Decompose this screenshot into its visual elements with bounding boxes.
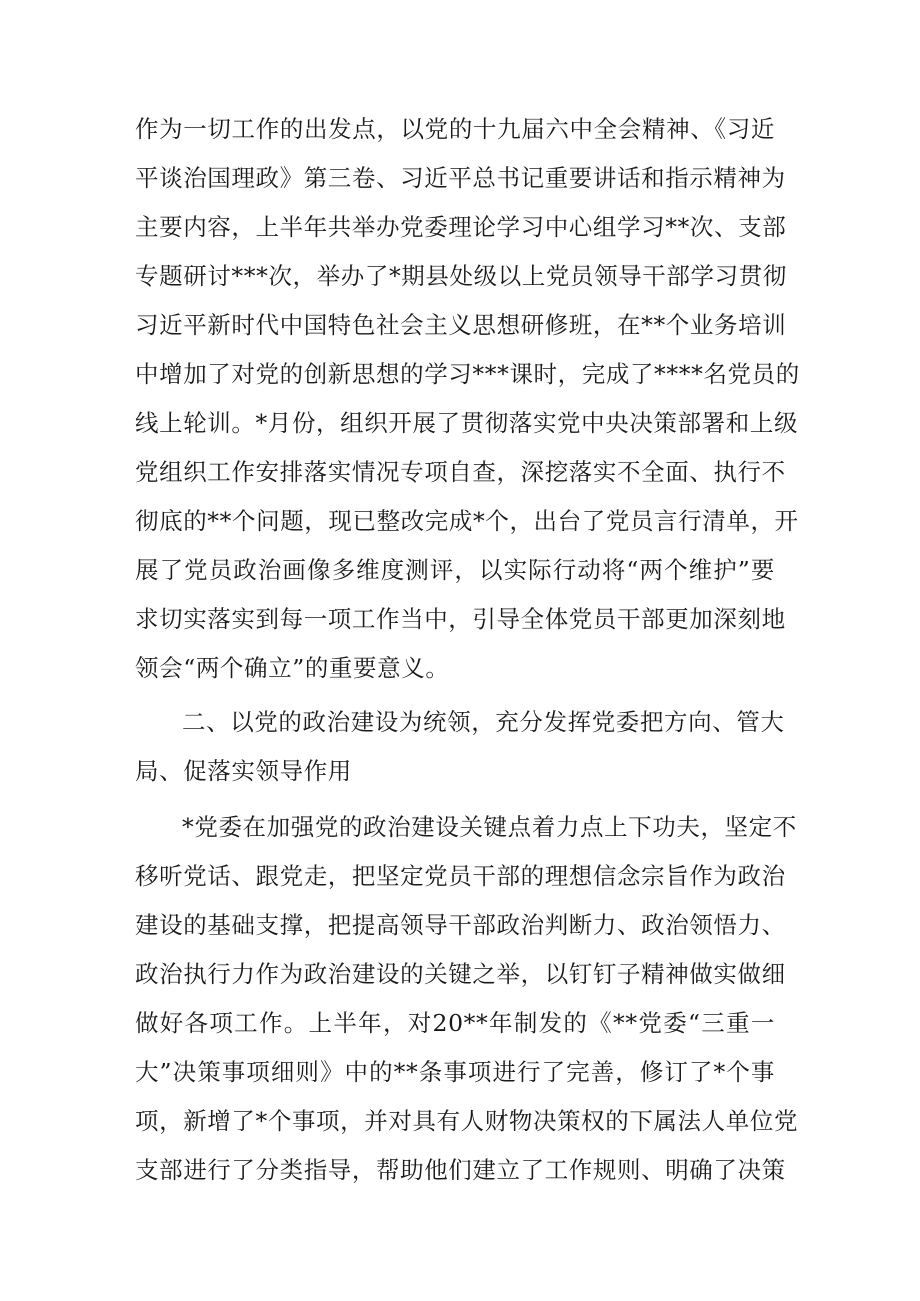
- heading-line: 二、以党的政治建设为统领，充分发挥党委把方向、管大: [182, 708, 785, 736]
- paragraph-line: 专题研讨***次，举办了*期县处级以上党员领导干部学习贯彻: [135, 262, 787, 290]
- paragraph-line: 平谈治国理政》第三卷、习近平总书记重要讲话和指示精神为: [135, 164, 786, 192]
- paragraph-line: 作为一切工作的出发点，以党的十九届六中全会精神、《习近: [135, 115, 775, 143]
- paragraph-line: 彻底的**个问题，现已整改完成*个，出台了党员言行清单，开: [135, 507, 799, 535]
- paragraph-line: *党委在加强党的政治建设关键点着力点上下功夫，坚定不: [182, 813, 797, 841]
- paragraph-line: 主要内容，上半年共举办党委理论学习中心组学习**次、支部: [135, 213, 787, 241]
- paragraph-line: 党组织工作安排落实情况专项自查，深挖落实不全面、执行不: [135, 458, 786, 486]
- section-heading: [135, 698, 785, 796]
- heading-line: 局、促落实领导作用: [135, 757, 352, 785]
- paragraph-line: 大”决策事项细则》中的**条事项进行了完善，修订了*个事: [135, 1058, 775, 1086]
- paragraph-line: 习近平新时代中国特色社会主义思想研修班，在**个业务培训: [135, 311, 787, 339]
- paragraph-line: 做好各项工作。上半年，对20**年制发的《**党委“三重一: [135, 1009, 775, 1037]
- paragraph-line: 求切实落实到每一项工作当中，引导全体党员干部更加深刻地: [135, 605, 786, 633]
- paragraph-line: 支部进行了分类指导，帮助他们建立了工作规则、明确了决策: [135, 1156, 786, 1184]
- paragraph-1: [135, 105, 800, 693]
- paragraph-line: 线上轮训。*月份，组织开展了贯彻落实党中央决策部署和上级: [135, 409, 799, 437]
- paragraph-line: 中增加了对党的创新思想的学习***课时，完成了****名党员的: [135, 360, 800, 388]
- paragraph-line: 建设的基础支撑，把提高领导干部政治判断力、政治领悟力、: [135, 911, 786, 939]
- paragraph-line: 政治执行力作为政治建设的关键之举，以钉钉子精神做实做细: [135, 960, 786, 988]
- paragraph-line: 展了党员政治画像多维度测评，以实际行动将“两个维护”要: [135, 556, 775, 584]
- paragraph-line: 项，新增了*个事项，并对具有人财物决策权的下属法人单位党: [135, 1107, 799, 1135]
- paragraph-line: 移听党话、跟党走，把坚定党员干部的理想信念宗旨作为政治: [135, 862, 786, 890]
- paragraph-line: 领会“两个确立”的重要意义。: [135, 654, 450, 682]
- paragraph-3: [135, 803, 799, 1195]
